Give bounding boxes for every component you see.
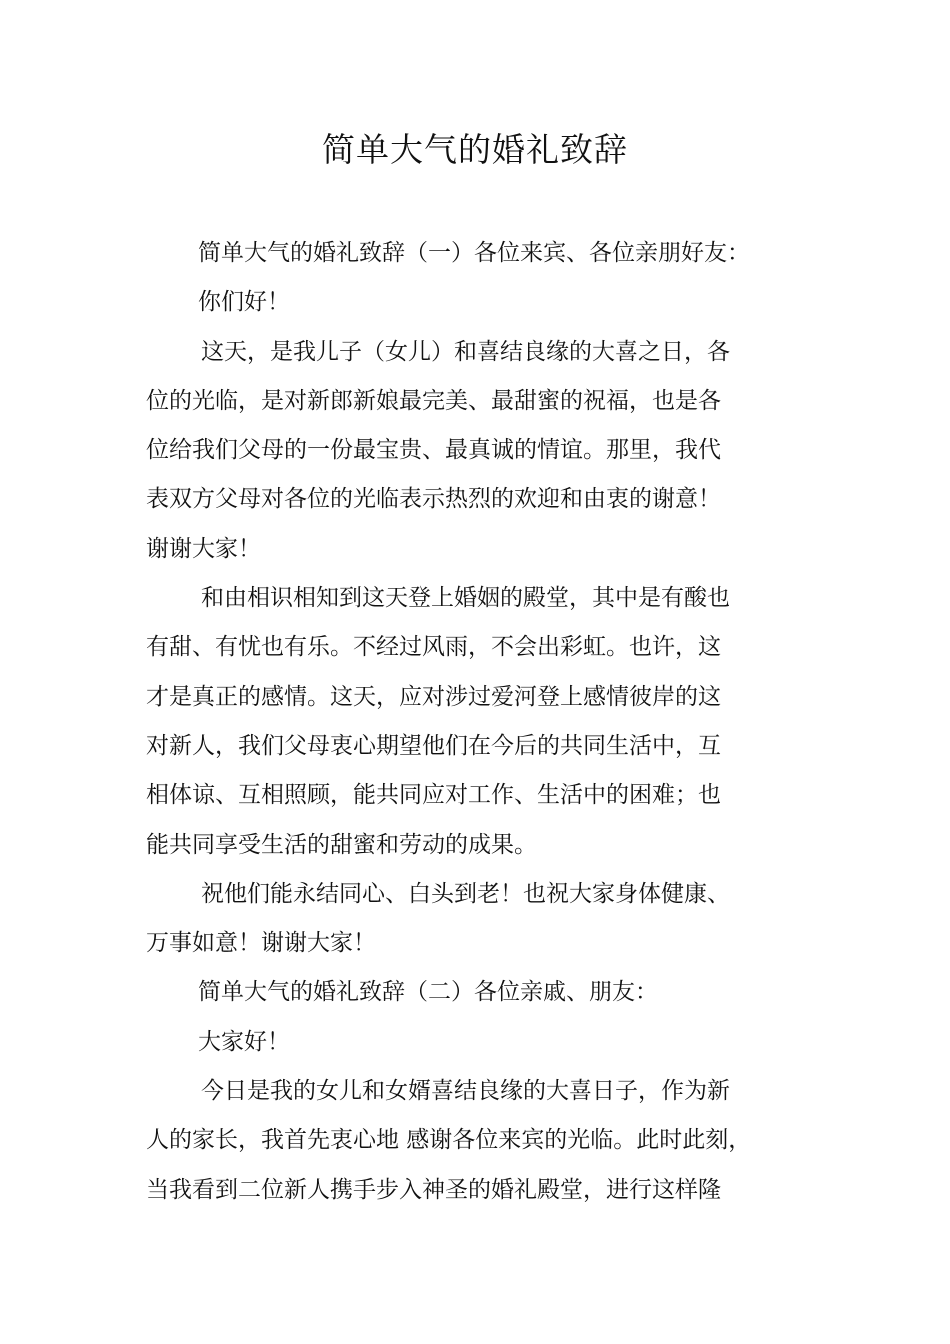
text-line: 相体谅、互相照顾，能共同应对工作、生活中的困难；也 xyxy=(146,782,721,809)
text-line: 有甜、有忧也有乐。不经过风雨，不会出彩虹。也许，这 xyxy=(146,634,721,661)
text-line: 万事如意！谢谢大家！ xyxy=(146,930,376,957)
paragraph-welcome xyxy=(146,328,814,574)
document-body xyxy=(146,229,814,1215)
document-title: 简单大气的婚礼致辞 xyxy=(322,130,628,169)
text-line: 大家好！ xyxy=(198,1028,290,1055)
paragraph-blessing xyxy=(146,870,814,969)
paragraph-heading-one xyxy=(146,229,814,278)
text-line: 和由相识相知到这天登上婚姻的殿堂，其中是有酸也 xyxy=(201,585,730,612)
text-line: 表双方父母对各位的光临表示热烈的欢迎和由衷的谢意！ xyxy=(146,486,721,513)
text-line: 这天，是我儿子（女儿）和喜结良缘的大喜之日，各 xyxy=(201,338,730,365)
paragraph-heading-two xyxy=(146,968,814,1017)
paragraph-wishes xyxy=(146,574,814,870)
text-line: 能共同享受生活的甜蜜和劳动的成果。 xyxy=(146,831,537,858)
text-line: 位给我们父母的一份最宝贵、最真诚的情谊。那里，我代 xyxy=(146,437,721,464)
text-line: 对新人，我们父母衷心期望他们在今后的共同生活中，互 xyxy=(146,732,721,759)
text-line: 今日是我的女儿和女婿喜结良缘的大喜日子，作为新 xyxy=(201,1078,730,1105)
text-line: 才是真正的感情。这天，应对涉过爱河登上感情彼岸的这 xyxy=(146,683,721,710)
text-line: 祝他们能永结同心、白头到老！也祝大家身体健康、 xyxy=(201,880,730,907)
paragraph-greeting-one xyxy=(146,278,814,327)
text-line: 人的家长，我首先衷心地 感谢各位来宾的光临。此时此刻， xyxy=(146,1127,752,1154)
text-line: 简单大气的婚礼致辞（二）各位亲戚、朋友： xyxy=(198,979,658,1006)
paragraph-greeting-two xyxy=(146,1018,814,1067)
text-line: 简单大气的婚礼致辞（一）各位来宾、各位亲朋好友： xyxy=(198,240,750,266)
text-line: 你们好！ xyxy=(198,289,290,316)
text-line: 位的光临，是对新郎新娘最完美、最甜蜜的祝福，也是各 xyxy=(146,387,721,414)
paragraph-parents-speech xyxy=(146,1067,814,1215)
text-line: 谢谢大家！ xyxy=(146,535,261,562)
text-line: 当我看到二位新人携手步入神圣的婚礼殿堂，进行这样隆 xyxy=(146,1176,721,1203)
